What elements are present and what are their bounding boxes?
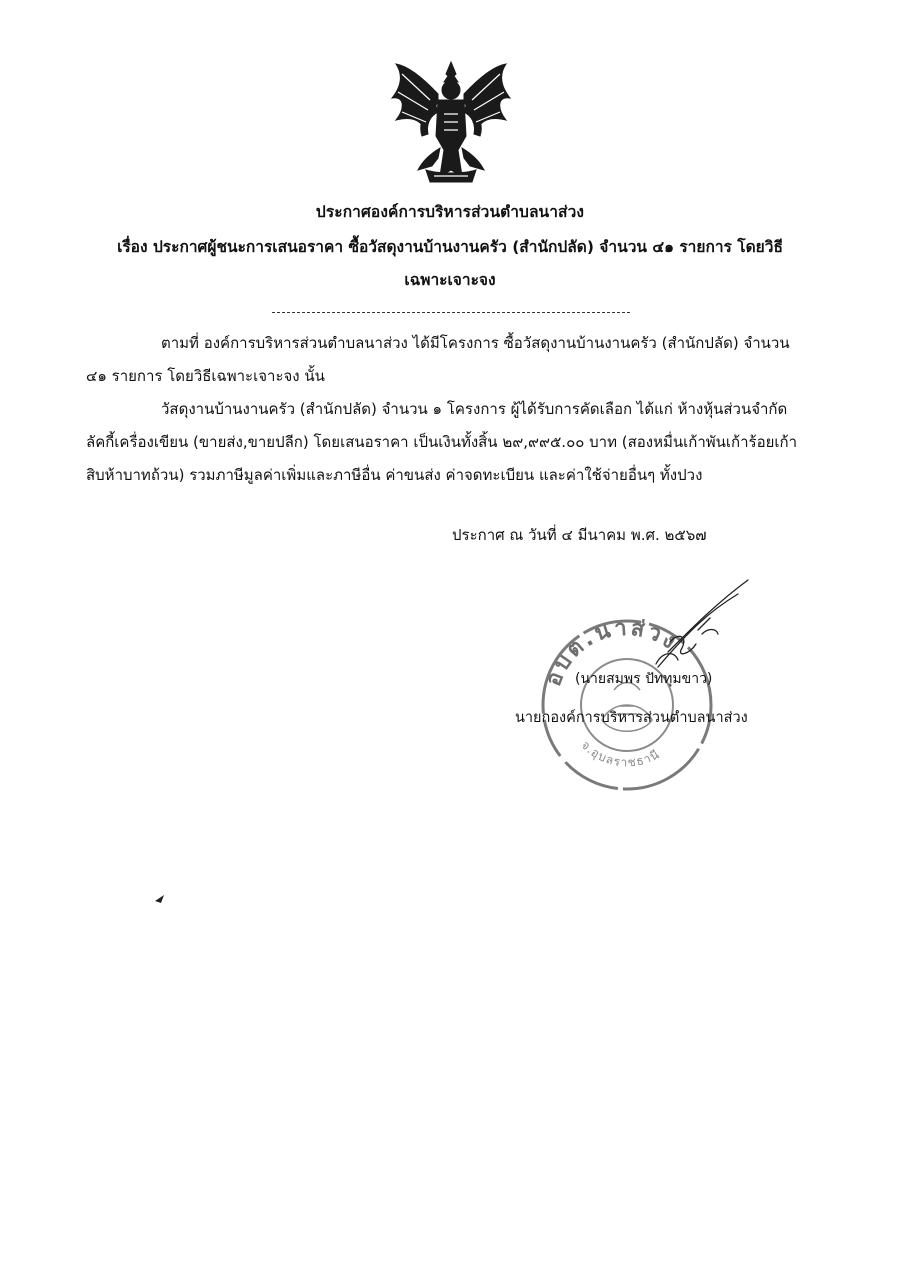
seal-top-text: อบต.นาส่วง — [541, 615, 683, 690]
signer-name: (นายสมพร ปัททุมขาว) — [575, 671, 713, 687]
seal-bottom-text: จ.อุบลราชธานี — [578, 737, 663, 770]
divider — [272, 312, 630, 313]
signer-position: นายกองค์การบริหารส่วนตำบลนาส่วง — [515, 710, 748, 726]
body-paragraph-2: วัสดุงานบ้านงานครัว (สำนักปลัด) จำนวน ๑ โครงการ ผู้ได้รับการคัดเลือก ได้แก่ ห้างหุ้นส่วนจำกัด ลัคกี้เครื่องเขียน (ขายส่ง,ขายปลีก) โดยเสนอราคา เป็นเงินทั้งสิ้น ๒๙,๙๙๕.๐๐ บาท (สองหมื่นเก้าพันเก้าร้อยเก้าสิบห้าบาทถ้วน) รวมภาษีมูลค่าเพิ่มและภาษีอื่น ค่าขนส่ง ค่าจดทะเบียน และค่าใช้จ่ายอื่นๆ ทั้งปวง — [86, 400, 798, 484]
scan-mark — [155, 895, 165, 903]
document-subject: เรื่อง ประกาศผู้ชนะการเสนอราคา ซื้อวัสดุงานบ้านงานครัว (สำนักปลัด) จำนวน ๔๑ รายการ โดยวิธีเฉพาะเจาะจง — [117, 238, 783, 289]
svg-text:จ.อุบลราชธานี — [579, 738, 663, 770]
announcement-date: ประกาศ ณ วันที่ ๔ มีนาคม พ.ศ. ๒๕๖๗ — [452, 526, 707, 544]
document-title: ประกาศองค์การบริหารส่วนตำบลนาส่วง — [315, 203, 585, 221]
garuda-emblem-icon — [378, 58, 524, 186]
signature-icon — [598, 572, 758, 677]
body-paragraph-1: ตามที่ องค์การบริหารส่วนตำบลนาส่วง ได้มีโครงการ ซื้อวัสดุงานบ้านงานครัว (สำนักปลัด) จำนวน ๔๑ รายการ โดยวิธีเฉพาะเจาะจง นั้น — [86, 334, 790, 385]
